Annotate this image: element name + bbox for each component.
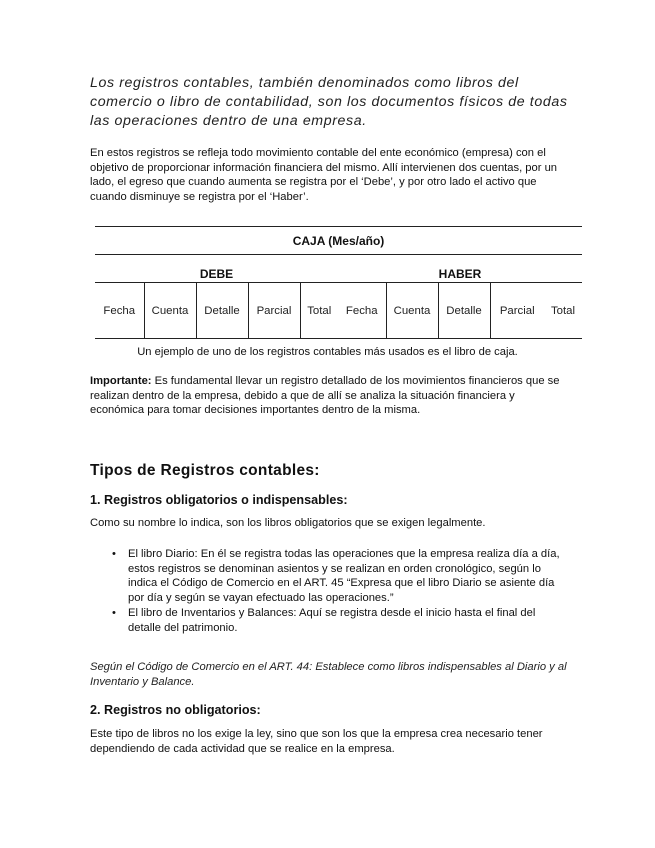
section-title: Tipos de Registros contables: [90, 462, 320, 479]
column-header: Cuenta [386, 283, 438, 339]
list-item-text: El libro de Inventarios y Balances: Aquí se registra desde el inicio hasta el final del detalle del patrimonio. [128, 607, 536, 634]
important-paragraph [90, 374, 570, 418]
column-header: Fecha [95, 283, 144, 339]
column-header: Total [300, 283, 338, 339]
intro-paragraph: Los registros contables, también denominados como libros del comercio o libro de contabilidad, son los documentos físicos de todas las operaciones dentro de una empresa. [90, 75, 568, 129]
bullet-icon: • [112, 607, 116, 619]
important-label: Importante: [90, 375, 152, 387]
bullet-icon: • [112, 548, 116, 560]
important-text: Es fundamental llevar un registro detallado de los movimientos financieros que se realizan dentro de la empresa, debido a que de allí se analiza la situación financiera y económica para tomar decisiones importantes dentro de la misma. [90, 375, 560, 416]
no-obligatorios-paragraph: Este tipo de libros no los exige la ley, sino que son los que la empresa crea necesario tener dependiendo de cada actividad que se realice en la empresa. [90, 728, 543, 755]
obligatorios-paragraph: Como su nombre lo indica, son los libros obligatorios que se exigen legalmente. [90, 517, 486, 529]
column-header: Detalle [438, 283, 490, 339]
table-debe-header: DEBE [95, 255, 338, 283]
bullet-list [90, 547, 570, 636]
column-header: Total [544, 283, 582, 339]
list-item [90, 606, 570, 635]
subsection-title-obligatorios: 1. Registros obligatorios o indispensables: [90, 493, 348, 507]
table-title: CAJA (Mes/año) [95, 227, 582, 255]
subsection-title-no-obligatorios: 2. Registros no obligatorios: [90, 703, 261, 717]
table-caption: Un ejemplo de uno de los registros contables más usados es el libro de caja. [137, 346, 518, 358]
column-header: Parcial [490, 283, 544, 339]
code-note-paragraph: Según el Código de Comercio en el ART. 44: Establece como libros indispensables al Diario y al Inventario y Balance. [90, 661, 567, 688]
column-header: Fecha [338, 283, 386, 339]
column-header: Parcial [248, 283, 300, 339]
caja-table [95, 226, 582, 339]
list-item-text: El libro Diario: En él se registra todas las operaciones que la empresa realiza día a día, estos registros se denominan asientos y se realizan en orden cronológico, según lo indica el Código de Comercio en el ART. 45 “Expresa que el libro Diario se asiente día por día y según se vayan efectuado las operaciones.” [128, 548, 560, 604]
column-header: Detalle [196, 283, 248, 339]
table-haber-header: HABER [338, 255, 582, 283]
list-item [90, 547, 570, 605]
description-paragraph: En estos registros se refleja todo movimiento contable del ente económico (empresa) con el objetivo de proporcionar información financiera del mismo. Allí intervienen dos cuentas, por un lado, el egreso que cuando aumenta se registra por el ‘Debe’, y por otro lado el activo que cuando disminuye se registra por el ‘Haber’. [90, 147, 558, 203]
column-header: Cuenta [144, 283, 196, 339]
